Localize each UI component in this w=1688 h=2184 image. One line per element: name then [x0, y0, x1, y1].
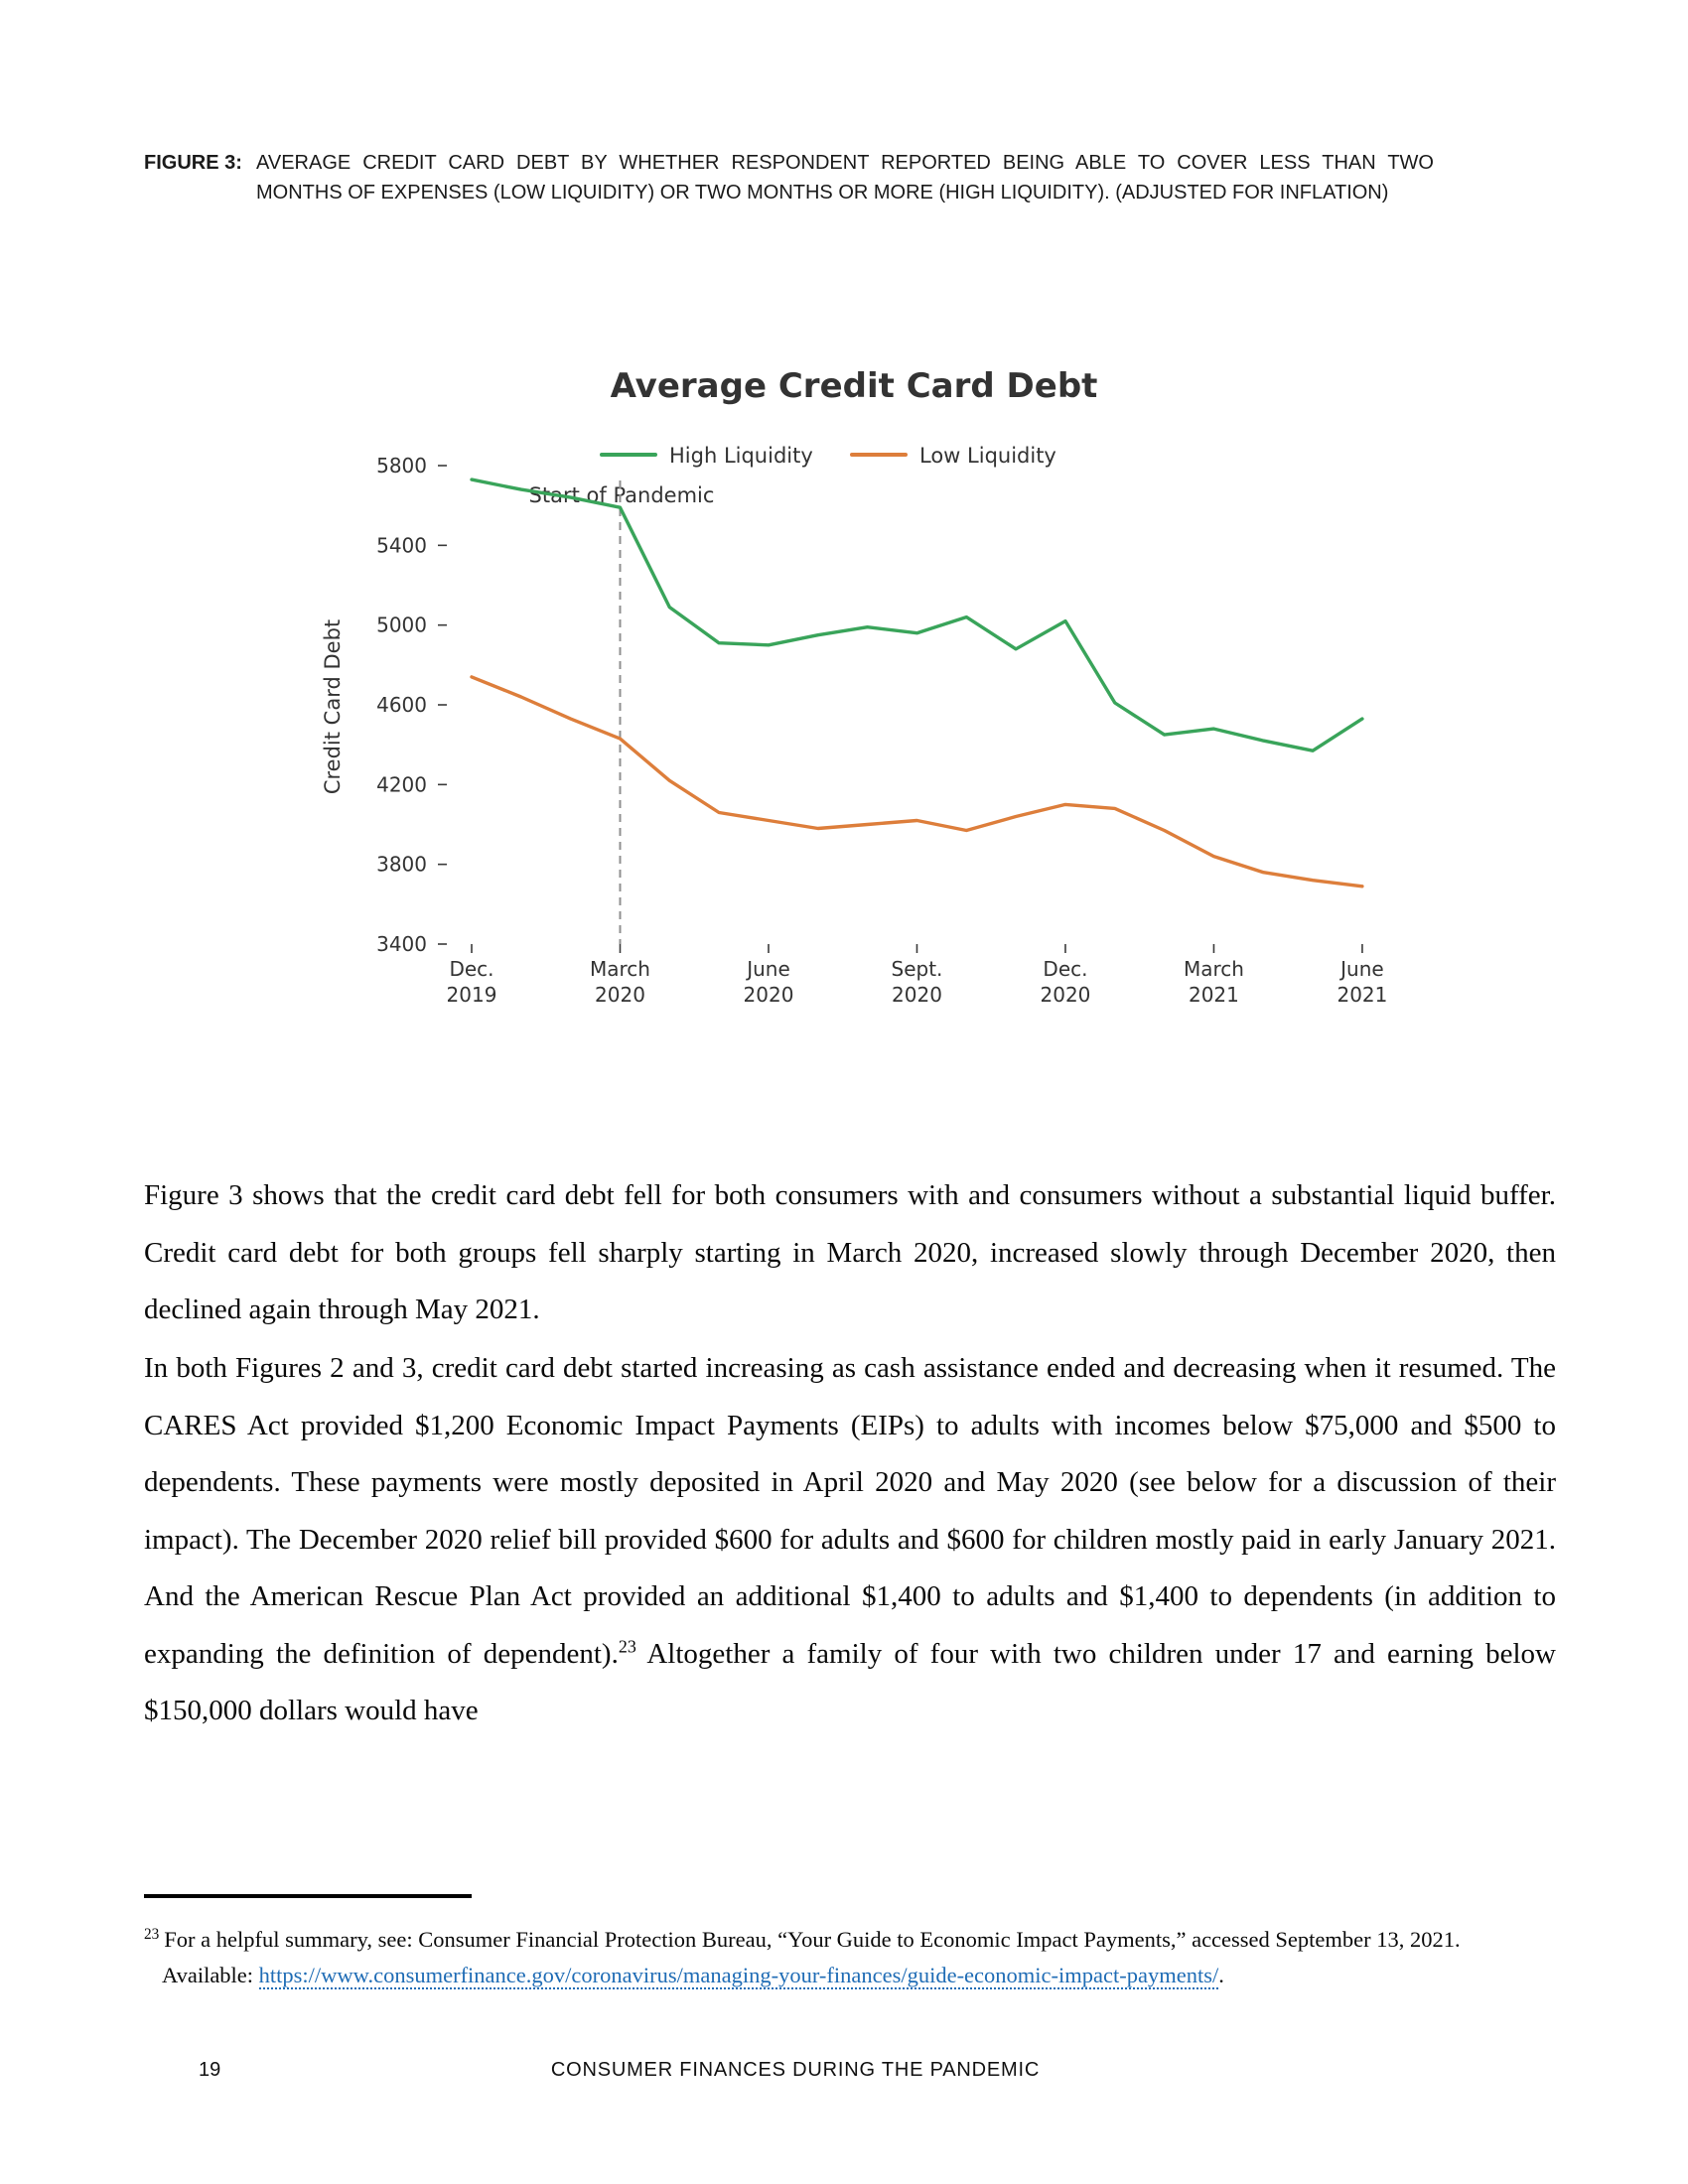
footnote-marker: 23: [144, 1925, 160, 1943]
x-axis-ticks: [447, 944, 1388, 1007]
legend-label-low-liquidity: Low Liquidity: [919, 444, 1056, 468]
series-line-high-liquidity: [472, 479, 1362, 751]
y-tick-label: 3400: [376, 932, 427, 956]
y-axis-ticks: [376, 454, 447, 956]
x-tick-label-month: June: [1340, 957, 1384, 981]
figure-caption-text: AVERAGE CREDIT CARD DEBT BY WHETHER RESPONDENT REPORTED BEING ABLE TO COVER LESS THAN TWO MONTHS OF EXPENSES (LOW LIQUIDITY) OR TWO MONTHS OR MORE (HIGH LIQUIDITY). (ADJUSTED FOR INFLATION): [256, 152, 1434, 204]
figure-chart: [298, 347, 1410, 1032]
x-tick-label-year: 2020: [595, 983, 645, 1007]
y-axis-title: Credit Card Debt: [321, 618, 345, 795]
footnote-ref-23: 23: [618, 1635, 636, 1656]
paragraph-1: Figure 3 shows that the credit card debt fell for both consumers with and consumers without a substantial liquid buffer. Credit card debt for both groups fell sharply starting in March 2020, increased slowly through December 2020, then declined again through May 2021.: [144, 1179, 1556, 1325]
y-tick-label: 3800: [376, 852, 427, 877]
x-tick-label-year: 2020: [1040, 983, 1091, 1007]
footnote-23: [144, 1922, 1556, 1992]
y-tick-label: 5400: [376, 533, 427, 558]
footnote-section: [144, 1894, 1556, 1992]
legend-label-high-liquidity: High Liquidity: [669, 444, 813, 468]
paragraph-2-text: In both Figures 2 and 3, credit card debt started increasing as cash assistance ended and decreasing when it resumed. The CARES Act provided $1,200 Economic Impact Payments (EIPs) to adults with incomes below $75,000 and $500 to dependents. These payments were mostly deposited in April 2020 and May 2020 (see below for a discussion of their impact). The December 2020 relief bill provided $600 for adults and $600 for children mostly paid in early January 2021. And the American Rescue Plan Act provided an additional $1,400 to adults and $1,400 to dependents (in addition to expanding the definition of dependent).: [144, 1352, 1556, 1670]
x-tick-label-year: 2019: [446, 983, 497, 1007]
series-line-low-liquidity: [472, 677, 1362, 887]
page-footer: [144, 2059, 1447, 2082]
x-tick-label-year: 2020: [892, 983, 942, 1007]
x-tick-label-month: June: [747, 957, 790, 981]
x-tick-label-year: 2020: [743, 983, 794, 1007]
y-tick-label: 5800: [376, 454, 427, 478]
chart-legend: [602, 444, 1056, 468]
y-tick-label: 5000: [376, 613, 427, 637]
footer-title: CONSUMER FINANCES DURING THE PANDEMIC: [550, 2059, 1041, 2081]
figure-caption: [144, 149, 1447, 207]
x-tick-label-month: Dec.: [449, 957, 494, 981]
y-tick-label: 4600: [376, 693, 427, 717]
x-tick-label-month: March: [1183, 957, 1244, 981]
footnote-separator: [144, 1894, 472, 1898]
x-tick-label-year: 2021: [1188, 983, 1239, 1007]
chart-title: Average Credit Card Debt: [610, 366, 1098, 406]
paragraph-2-continued: Altogether a family of four with two children under 17 and earning below $150,000 dollars would have: [144, 1637, 1556, 1726]
footnote-text: For a helpful summary, see: Consumer Financial Protection Bureau, “Your Guide to Economic Impact Payments,” accessed September 13, 2021. Available:: [162, 1927, 1461, 1987]
x-tick-label-month: Sept.: [891, 957, 943, 981]
series-lines: [472, 479, 1362, 887]
page-number: 19: [199, 2059, 221, 2081]
x-tick-label-month: March: [590, 957, 650, 981]
y-tick-label: 4200: [376, 772, 427, 797]
footnote-suffix: .: [1218, 1962, 1224, 1987]
x-tick-label-month: Dec.: [1043, 957, 1088, 981]
figure-caption-label: FIGURE 3:: [144, 152, 242, 174]
paragraph-2: [144, 1340, 1556, 1740]
x-tick-label-year: 2021: [1336, 983, 1388, 1007]
pandemic-annotation: Start of Pandemic: [528, 483, 715, 507]
footnote-link[interactable]: https://www.consumerfinance.gov/coronavirus/managing-your-finances/guide-economic-impact-payments/: [258, 1962, 1219, 1987]
